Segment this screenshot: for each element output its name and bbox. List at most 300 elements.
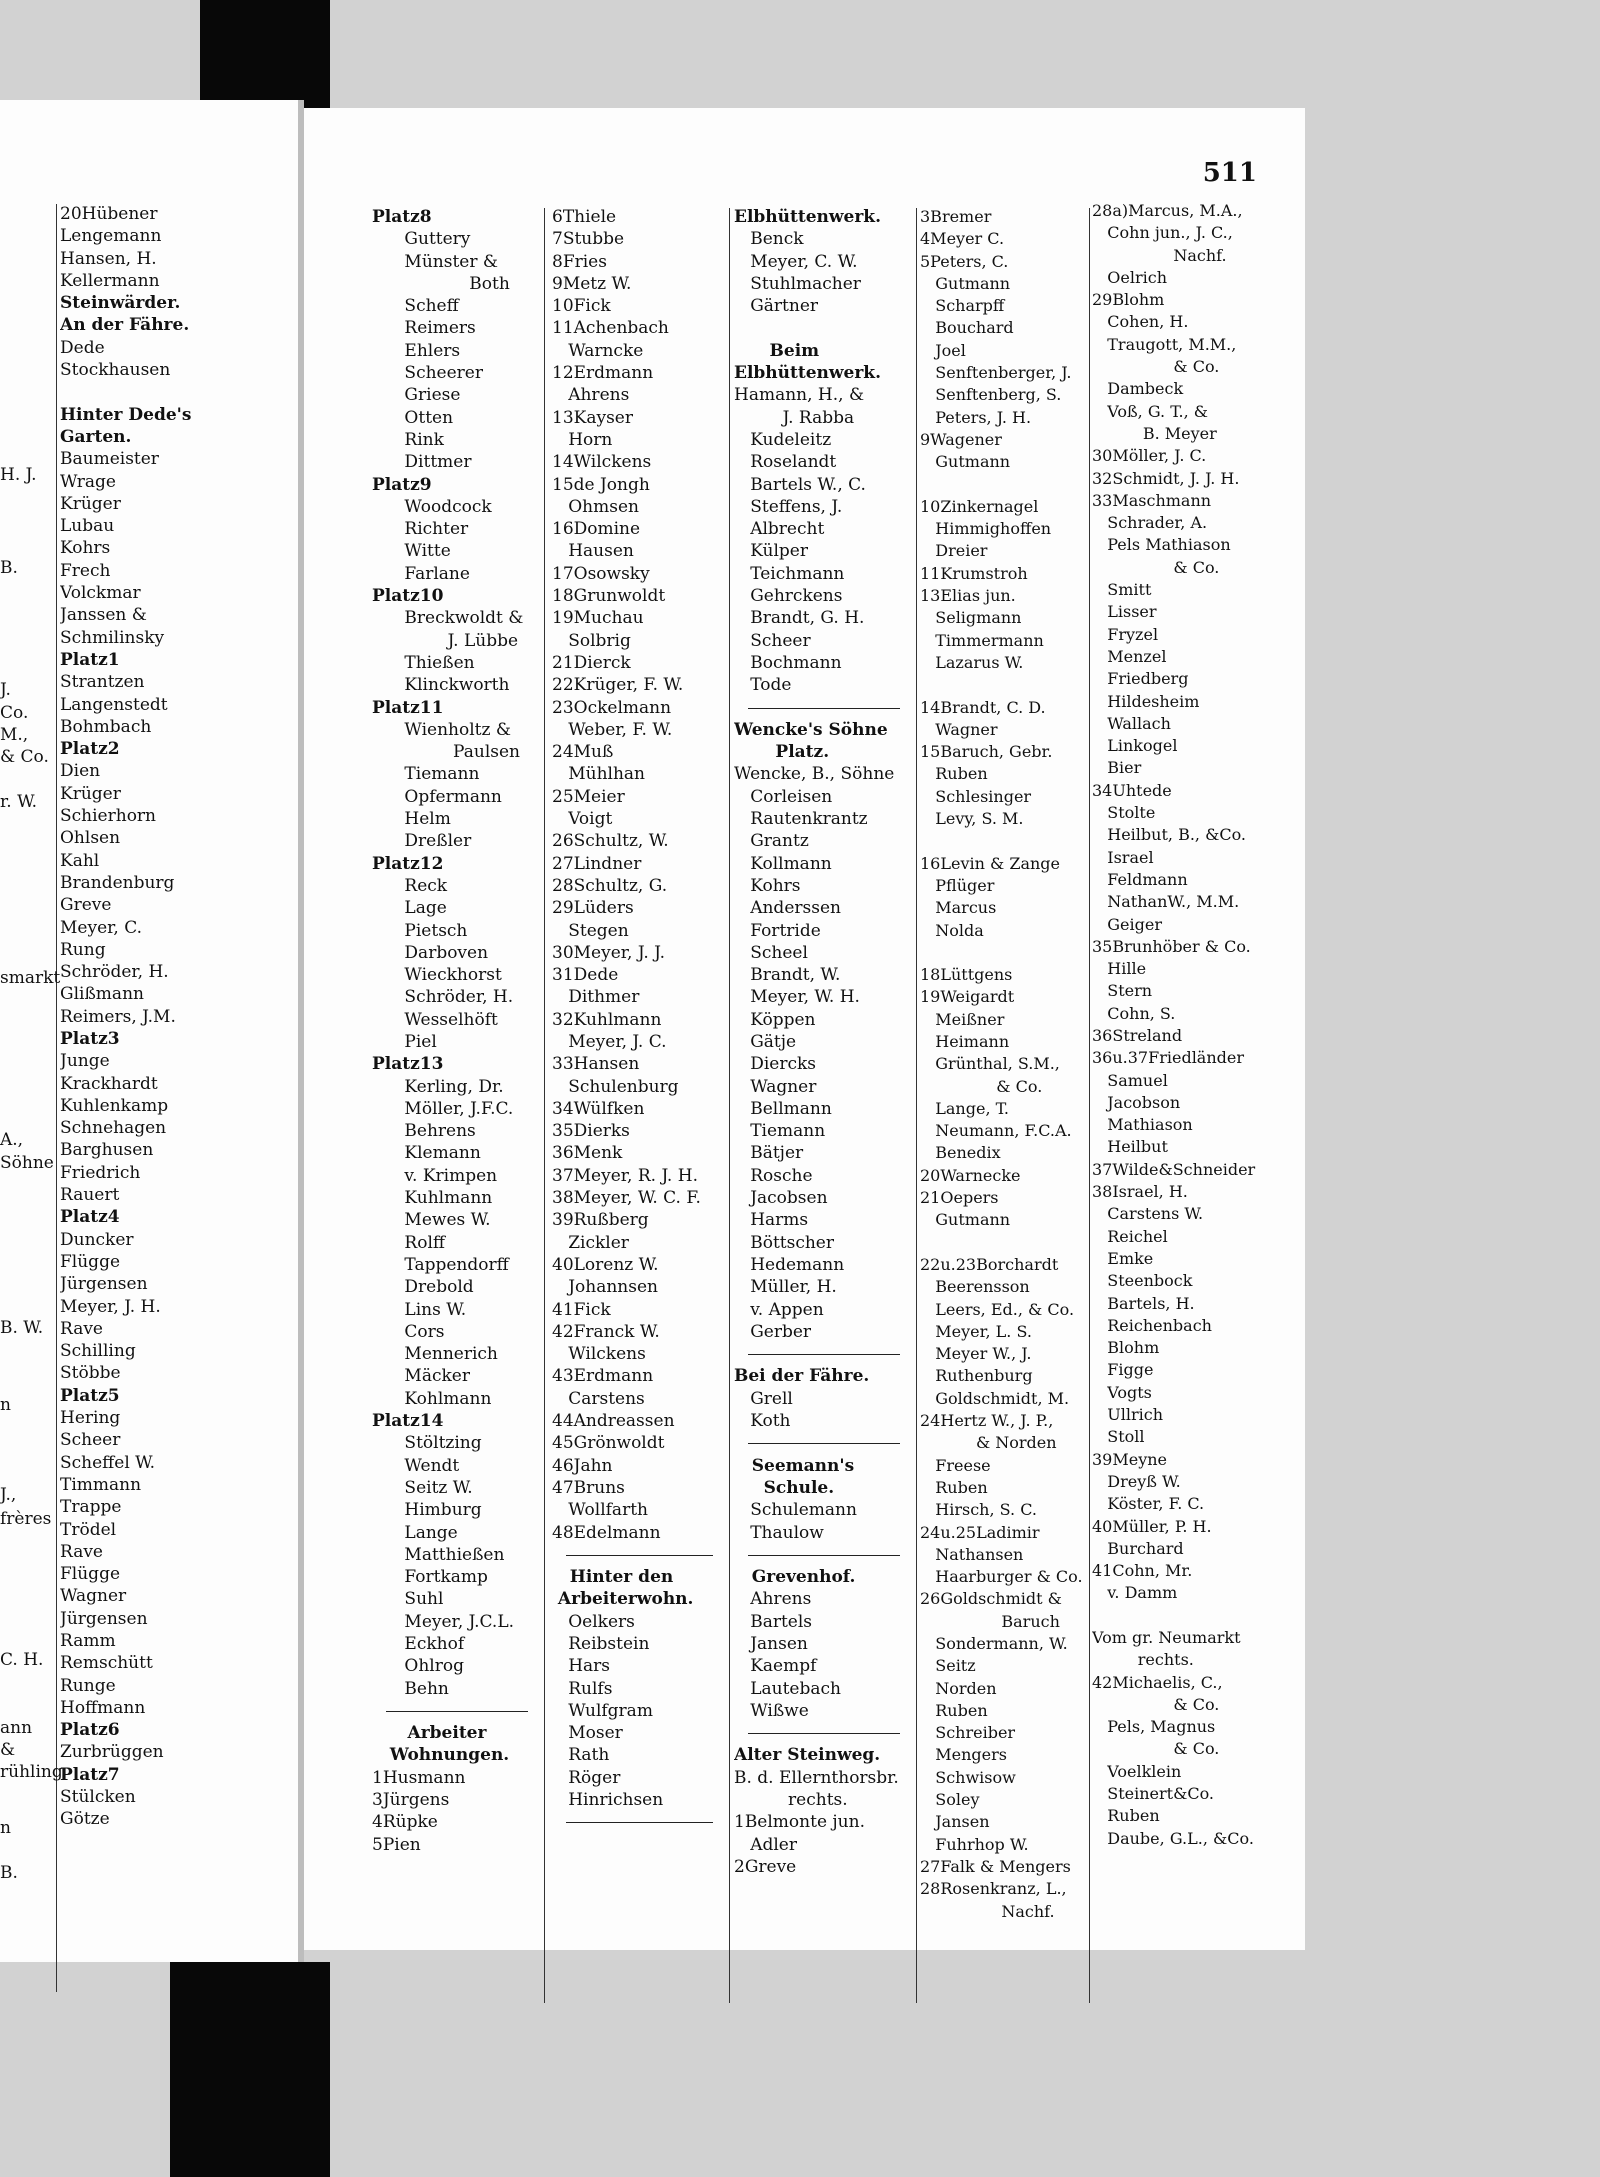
entry: 20Warnecke — [920, 1165, 1021, 1185]
entry: Mühlhan — [552, 764, 645, 785]
separator — [734, 1343, 914, 1365]
entry: Mennerich — [372, 1344, 498, 1365]
entry: 24Hertz W., J. P., — [920, 1411, 1054, 1431]
entry: 28Schultz, G. — [552, 875, 668, 896]
entry: Suhl — [372, 1589, 444, 1610]
entry: Voelklein — [1092, 1761, 1182, 1781]
entry: Bochmann — [734, 652, 842, 673]
entry: Seitz W. — [372, 1477, 473, 1498]
entry: Lins W. — [372, 1299, 467, 1320]
fragment: H. J. — [0, 465, 37, 485]
entry: Blohm — [1092, 1338, 1160, 1358]
entry: Hering — [60, 1408, 121, 1429]
entry: Freese — [920, 1455, 991, 1475]
column-2 — [552, 206, 727, 1834]
entry: Möller, J.F.C. — [372, 1098, 514, 1119]
entry: Meyer, W. H. — [734, 987, 860, 1008]
entry: Brandt, G. H. — [734, 608, 865, 629]
entry: Mäcker — [372, 1366, 470, 1387]
entry: 10Fick — [552, 296, 611, 317]
entry: 10Zinkernagel — [920, 496, 1039, 516]
entry: Ruben — [920, 764, 988, 784]
entry: Baumeister — [60, 449, 159, 470]
entry: & Co. — [1092, 1694, 1220, 1714]
entry: Klemann — [372, 1143, 481, 1164]
entry: Jürgensen — [60, 1274, 148, 1295]
entry — [60, 381, 300, 403]
entry: Schrader, A. — [1092, 513, 1208, 533]
entry: Leers, Ed., & Co. — [920, 1299, 1075, 1319]
entry: Friedrich — [60, 1162, 141, 1183]
entry: Haarburger & Co. — [920, 1567, 1083, 1587]
fragment: n — [0, 1818, 11, 1838]
entry: Lautebach — [734, 1678, 841, 1699]
entry: Matthießen — [372, 1544, 505, 1565]
fragment: B. — [0, 558, 18, 578]
entry: Jürgensen — [60, 1608, 148, 1629]
entry: Soley — [920, 1790, 980, 1810]
entry: 35Dierks — [552, 1121, 630, 1142]
entry: Rung — [60, 939, 106, 960]
entry: 2Greve — [734, 1856, 797, 1877]
entry: Goldschmidt, M. — [920, 1388, 1070, 1408]
entry: Jacobsen — [734, 1188, 828, 1209]
separator — [734, 1432, 914, 1454]
entry: Ehlers — [372, 340, 461, 361]
entry: Hansen, H. — [60, 248, 157, 269]
entry: Nolda — [920, 920, 984, 940]
entry: Runge — [60, 1675, 116, 1696]
entry: Steffens, J. — [734, 496, 843, 517]
entry: Lisser — [1092, 602, 1157, 622]
entry: Münster & — [372, 251, 499, 272]
entry: Peters, J. H. — [920, 407, 1032, 427]
section-heading: Hinter den — [552, 1567, 674, 1588]
fragment: B. W. — [0, 1318, 44, 1338]
entry: Joel — [920, 340, 966, 360]
entry: Meyer, J. C. — [552, 1031, 667, 1052]
fragment: M., — [0, 725, 29, 745]
entry: Mathiason — [1092, 1115, 1193, 1135]
entry: Grantz — [734, 831, 809, 852]
entry: 42Michaelis, C., — [1092, 1672, 1223, 1692]
entry: Lazarus W. — [920, 652, 1024, 672]
entry: Ahrens — [552, 385, 630, 406]
section-heading: Elbhüttenwerk. — [734, 363, 882, 384]
entry: 24Muß — [552, 742, 614, 763]
fragment: & Co. — [0, 747, 49, 767]
entry: Woodcock — [372, 496, 492, 517]
entry: Benedix — [920, 1143, 1001, 1163]
fragment: & — [0, 1740, 16, 1760]
entry: 47Bruns — [552, 1477, 625, 1498]
entry: 41Cohn, Mr. — [1092, 1561, 1193, 1581]
entry: Kuhlmann — [372, 1188, 493, 1209]
entry: Schulemann — [734, 1500, 857, 1521]
fragment: smarkt — [0, 968, 61, 988]
section-heading: Platz14 — [372, 1411, 444, 1432]
entry: Volckmar — [60, 583, 141, 604]
entry: 28Rosenkranz, L., — [920, 1879, 1067, 1899]
entry: 13Kayser — [552, 407, 633, 428]
entry: Kerling, Dr. — [372, 1076, 504, 1097]
entry: Rolff — [372, 1232, 445, 1253]
left-page — [0, 100, 300, 1962]
entry: & Co. — [1092, 357, 1220, 377]
entry: J. Lübbe — [372, 630, 519, 651]
entry: Israel — [1092, 847, 1154, 867]
column-rule — [729, 208, 730, 2003]
entry: Flügge — [60, 1251, 121, 1272]
entry: Griese — [372, 385, 461, 406]
entry: Roselandt — [734, 452, 837, 473]
section-heading: Platz11 — [372, 697, 444, 718]
entry — [920, 474, 1088, 496]
entry: Schmilinsky — [60, 627, 165, 648]
entry: Rath — [552, 1745, 610, 1766]
entry: Himburg — [372, 1500, 482, 1521]
entry: 33Hansen — [552, 1054, 640, 1075]
entry: Langenstedt — [60, 694, 168, 715]
entry: 38Meyer, W. C. F. — [552, 1188, 701, 1209]
entry: 37Meyer, R. J. H. — [552, 1165, 698, 1186]
entry: Harms — [734, 1210, 809, 1231]
entry: Pietsch — [372, 920, 468, 941]
entry: Wieckhorst — [372, 965, 502, 986]
entry: Stoll — [1092, 1427, 1145, 1447]
entry: Jansen — [920, 1812, 990, 1832]
entry: Drebold — [372, 1277, 474, 1298]
section-heading: Beim — [734, 340, 820, 361]
entry: Timmermann — [920, 630, 1044, 650]
entry: Scheff — [372, 296, 459, 317]
entry: 11Krumstroh — [920, 563, 1028, 583]
entry: 11Achenbach — [552, 318, 669, 339]
entry: Kaempf — [734, 1656, 817, 1677]
column-1 — [372, 206, 542, 1856]
entry: Reichenbach — [1092, 1315, 1212, 1335]
section-heading: Arbeiter — [372, 1723, 487, 1744]
entry: Jansen — [734, 1634, 808, 1654]
section-heading: Garten. — [60, 426, 132, 447]
section-heading: Platz7 — [60, 1764, 120, 1785]
entry: Wrage — [60, 471, 116, 492]
entry: Flügge — [60, 1564, 121, 1585]
entry: Ruben — [1092, 1806, 1160, 1826]
entry: 5Peters, C. — [920, 251, 1009, 271]
entry: Nachf. — [1092, 245, 1227, 265]
entry: Janssen & — [60, 605, 147, 626]
entry: 40Lorenz W. — [552, 1254, 659, 1275]
entry: B. Meyer — [1092, 423, 1217, 443]
entry: Rave — [60, 1318, 103, 1339]
entry: 48Edelmann — [552, 1522, 661, 1543]
entry: Grünthal, S.M., — [920, 1054, 1060, 1074]
entry: Thießen — [372, 652, 475, 673]
fragment: J. — [0, 680, 11, 700]
entry: Senftenberger, J. — [920, 363, 1072, 383]
entry: Köppen — [734, 1009, 816, 1030]
entry: Stöltzing — [372, 1433, 482, 1454]
entry: Moser — [552, 1723, 623, 1744]
entry: 15de Jongh — [552, 474, 650, 495]
entry: 27Lindner — [552, 853, 642, 874]
entry: Stöbbe — [60, 1363, 121, 1384]
entry: Rave — [60, 1541, 103, 1562]
section-heading: Platz13 — [372, 1054, 444, 1075]
entry: Lage — [372, 898, 447, 919]
entry: Heilbut, B., &Co. — [1092, 825, 1246, 845]
entry: 7Stubbe — [552, 229, 625, 250]
entry: Dambeck — [1092, 379, 1184, 399]
entry: Rink — [372, 429, 444, 450]
entry: Kohlmann — [372, 1388, 492, 1409]
entry: 4Meyer C. — [920, 229, 1005, 249]
entry: Tiemann — [734, 1121, 826, 1142]
entry: Kahl — [60, 850, 100, 871]
entry: 36Menk — [552, 1143, 623, 1164]
entry: 18Lüttgens — [920, 965, 1013, 985]
entry: Scheel — [734, 942, 808, 963]
entry: Ullrich — [1092, 1405, 1164, 1425]
entry: Fortkamp — [372, 1567, 488, 1588]
entry: Stockhausen — [60, 360, 171, 381]
entry: Ruben — [920, 1477, 988, 1497]
separator — [372, 1700, 542, 1722]
entry: Tode — [734, 675, 792, 696]
entry: Opfermann — [372, 786, 502, 807]
entry: Brandt, W. — [734, 965, 841, 986]
entry: 45Grönwoldt — [552, 1433, 665, 1454]
left-column — [60, 203, 300, 1831]
entry: 19Muchau — [552, 608, 644, 629]
entry: Paulsen — [372, 742, 520, 763]
entry: rechts. — [1092, 1650, 1194, 1670]
entry: Fortride — [734, 920, 821, 941]
entry: Barghusen — [60, 1140, 154, 1161]
entry: 36Streland — [1092, 1025, 1183, 1045]
entry: Dittmer — [372, 452, 472, 473]
section-heading: Platz2 — [60, 739, 120, 760]
entry: 40Müller, P. H. — [1092, 1516, 1212, 1536]
entry: Böttscher — [734, 1232, 834, 1253]
separator — [552, 1544, 727, 1566]
entry: Heilbut — [1092, 1137, 1168, 1157]
entry: NathanW., M.M. — [1092, 892, 1240, 912]
entry: Schwisow — [920, 1767, 1016, 1787]
entry: Ruthenburg — [920, 1366, 1033, 1386]
entry: Grell — [734, 1388, 793, 1409]
entry: Hinrichsen — [552, 1790, 664, 1811]
fragment: A., — [0, 1130, 24, 1150]
entry: 22Krüger, F. W. — [552, 675, 684, 696]
entry: Samuel — [1092, 1070, 1168, 1090]
entry: Cohn jun., J. C., — [1092, 223, 1233, 243]
entry — [920, 1232, 1088, 1254]
entry: Meyer, L. S. — [920, 1321, 1032, 1341]
entry: Steinert&Co. — [1092, 1784, 1215, 1804]
entry: 30Möller, J. C. — [1092, 446, 1207, 466]
entry: 38Israel, H. — [1092, 1182, 1188, 1202]
entry: 41Fick — [552, 1299, 611, 1320]
entry: Fryzel — [1092, 624, 1159, 644]
entry: Gutmann — [920, 1210, 1011, 1230]
entry: 34Wülfken — [552, 1098, 645, 1119]
entry: Greve — [60, 895, 112, 916]
entry: Strantzen — [60, 672, 145, 693]
section-heading: Wencke's Söhne — [734, 719, 888, 740]
entry: Breckwoldt & — [372, 608, 524, 629]
entry: Ahrens — [734, 1589, 812, 1610]
entry: 42Franck W. — [552, 1321, 660, 1342]
entry: Tappendorff — [372, 1254, 509, 1275]
entry: 14Wilckens — [552, 452, 652, 473]
entry: Schröder, H. — [372, 987, 514, 1008]
entry: Carstens — [552, 1388, 645, 1409]
entry: Scheffel W. — [60, 1452, 156, 1473]
entry: 28a)Marcus, M.A., — [1092, 201, 1243, 220]
entry: Wienholtz & — [372, 719, 511, 740]
entry: 30Meyer, J. J. — [552, 942, 666, 963]
entry: 4Rüpke — [372, 1812, 438, 1833]
entry: 19Weigardt — [920, 987, 1015, 1007]
entry: Johannsen — [552, 1277, 658, 1298]
entry: 27Falk & Mengers — [920, 1856, 1071, 1876]
entry: Wagner — [60, 1586, 127, 1607]
section-heading: Alter Steinweg. — [734, 1745, 881, 1766]
entry: Solbrig — [552, 630, 631, 651]
entry: Voß, G. T., & — [1092, 401, 1209, 421]
entry: Krüger — [60, 783, 121, 804]
entry: 25Meier — [552, 786, 625, 807]
entry: 29Blohm — [1092, 290, 1165, 310]
entry: Voigt — [552, 809, 613, 830]
entry: Ramm — [60, 1631, 116, 1651]
entry: Meyer, C. W. — [734, 251, 858, 272]
entry: Bohmbach — [60, 716, 152, 737]
entry: 33Maschmann — [1092, 490, 1212, 510]
entry: Lubau — [60, 516, 115, 537]
entry: Baruch — [920, 1611, 1060, 1631]
entry: Bartels W., C. — [734, 474, 866, 495]
entry: Trappe — [60, 1497, 122, 1518]
entry: 5Pien — [372, 1834, 421, 1855]
entry: Köster, F. C. — [1092, 1494, 1205, 1514]
entry: Diercks — [734, 1054, 817, 1075]
entry: Emke — [1092, 1248, 1154, 1268]
separator — [734, 1544, 914, 1566]
entry: Feldmann — [1092, 869, 1188, 889]
entry: Röger — [552, 1767, 621, 1788]
section-heading: Platz9 — [372, 474, 432, 495]
entry: 46Jahn — [552, 1455, 613, 1476]
page-number: 511 — [1202, 158, 1257, 188]
entry: 16Domine — [552, 519, 641, 540]
entry: Gehrckens — [734, 586, 843, 607]
entry: Carstens W. — [1092, 1204, 1204, 1224]
entry: Scheerer — [372, 363, 483, 384]
entry: rechts. — [734, 1790, 848, 1811]
entry: Bätjer — [734, 1143, 804, 1164]
right-page — [304, 108, 1305, 1950]
entry: Remschütt — [60, 1653, 153, 1674]
entry: Marcus — [920, 898, 997, 918]
entry: Wißwe — [734, 1700, 809, 1721]
entry: Meyer, J.C.L. — [372, 1611, 515, 1632]
entry: Heimann — [920, 1031, 1010, 1051]
entry: Bier — [1092, 758, 1142, 778]
separator — [734, 1722, 914, 1744]
entry: Wencke, B., Söhne — [734, 764, 895, 785]
entry: Scheer — [734, 630, 811, 651]
entry: Wendt — [372, 1455, 460, 1476]
entry: Meißner — [920, 1009, 1005, 1029]
entry: Klinckworth — [372, 675, 510, 696]
entry: Seitz — [920, 1656, 976, 1676]
entry: Wesselhöft — [372, 1009, 498, 1030]
entry: 18Grunwoldt — [552, 586, 666, 607]
entry: Neumann, F.C.A. — [920, 1121, 1072, 1141]
entry: Geiger — [1092, 914, 1162, 934]
entry: 24u.25Ladimir — [920, 1522, 1040, 1542]
entry: Schlesinger — [920, 786, 1032, 806]
entry: 43Erdmann — [552, 1366, 654, 1387]
entry: Jacobson — [1092, 1092, 1181, 1112]
fragment: r. W. — [0, 792, 37, 812]
entry: & Norden — [920, 1433, 1057, 1453]
entry: Brandenburg — [60, 872, 175, 893]
entry: Kellermann — [60, 270, 160, 291]
fragment: n — [0, 1395, 11, 1415]
entry: Witte — [372, 541, 451, 562]
entry: Rosche — [734, 1165, 813, 1186]
entry: Gutmann — [920, 452, 1011, 472]
entry: Cors — [372, 1321, 445, 1342]
entry: Meyer, C. — [60, 917, 143, 938]
entry: Timmann — [60, 1474, 142, 1495]
entry: Dien — [60, 761, 101, 782]
entry: Koth — [734, 1411, 791, 1432]
entry: Zickler — [552, 1232, 629, 1253]
entry: 16Levin & Zange — [920, 853, 1060, 873]
entry — [920, 830, 1088, 852]
entry: 32Schmidt, J. J. H. — [1092, 468, 1240, 488]
section-heading: Schule. — [734, 1477, 835, 1498]
entry: Hoffmann — [60, 1697, 146, 1718]
entry: Horn — [552, 429, 613, 450]
section-heading: Platz1 — [60, 649, 120, 670]
entry: Mengers — [920, 1745, 1007, 1765]
entry: Wilckens — [552, 1344, 646, 1365]
entry: B. d. Ellernthorsbr. — [734, 1767, 899, 1788]
entry: 17Osowsky — [552, 563, 650, 584]
entry: Dreyß W. — [1092, 1471, 1181, 1491]
entry: Dreier — [920, 541, 988, 561]
entry: Wagner — [734, 1076, 817, 1097]
entry: Wollfarth — [552, 1500, 648, 1521]
entry: 34Uhtede — [1092, 780, 1172, 800]
entry: 15Baruch, Gebr. — [920, 742, 1053, 762]
entry: Linkogel — [1092, 736, 1178, 756]
entry: Burchard — [1092, 1538, 1184, 1558]
column-rule — [544, 208, 545, 2003]
entry: 8Fries — [552, 251, 607, 272]
entry: Teichmann — [734, 563, 845, 584]
entry: Pels, Magnus — [1092, 1717, 1216, 1737]
entry: Hille — [1092, 959, 1147, 979]
entry: Ohmsen — [552, 496, 639, 517]
entry: Reibstein — [552, 1634, 650, 1654]
